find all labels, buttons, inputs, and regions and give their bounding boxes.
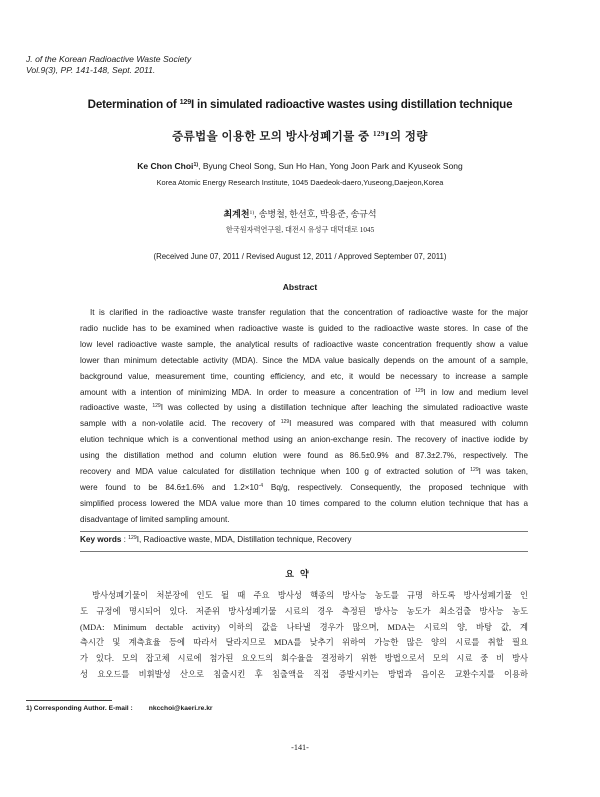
- abstract-body: [80, 305, 528, 528]
- korean-abstract-line: 가 있다. 모의 잡고체 시료에 첨가된 요오드의 회수율을 결정하기 위한 방법으로서 모의 시료 중 비 방사: [80, 654, 528, 664]
- korean-abstract-line: 도 규정에 명시되어 있다. 저준위 방사성폐기물 시료의 경우 측정된 방사능 농도가 최소검출 방사능 농도: [80, 606, 528, 616]
- isotope-superscript: 129: [179, 97, 191, 107]
- abstract-line: lower than minimum detectable activity (MDA). Since the MDA value basically depends on the amount of a sample,: [80, 355, 528, 365]
- affiliation-korean: 한국원자력연구원, 대전시 유성구 대덕대로 1045: [225, 226, 375, 234]
- footnote-rule: [26, 700, 112, 701]
- journal-volume: Vol.9(3), PP. 141-148, Sept. 2011.: [26, 64, 156, 75]
- keywords-list: I, Radioactive waste, MDA, Distillation technique, Recovery: [136, 535, 352, 544]
- korean-abstract-line: 측시간 및 계측효율 등에 따라서 달라지므로 MDA를 낮추기 위하여 가능한 많은 양의 시료를 취할 필요: [80, 638, 528, 648]
- corresponding-mark: 1): [249, 209, 255, 216]
- received-dates: (Received June 07, 2011 / Revised August 12, 2011 / Approved September 07, 2011): [153, 252, 447, 261]
- author-list-english: [0, 161, 600, 171]
- abstract-line: disadvantage of limited sampling amount.: [80, 514, 230, 524]
- abstract-line: using the distillation method and column elution were found as 86.5±0.9% and 87.3±2.7%, respectively. The: [80, 451, 528, 461]
- paper-title-korean: 증류법을 이용한 모의 방사성폐기물 중 $^{129}$I의 정량: [172, 130, 428, 143]
- abstract-line: background value, measurement time, counting efficiency, and etc, it would be necessary to increase a sample: [80, 371, 528, 381]
- paper-title-english: Determination of $^{129}$I in simulated radioactive wastes using distillation technique: [87, 97, 513, 111]
- abstract-line: were found to be 84.6±1.6% and $1.2\times 10^{-4}$ Bq/g, respectively. Consequently, the proposed technique with: [80, 482, 528, 492]
- abstract-line: amount with a intention of minimizing MDA. In order to measure a concentration of $^{129}$I in low and medium level: [80, 387, 529, 397]
- keywords-bottom-rule: [80, 551, 528, 552]
- abstract-line: elution technique which is a conventional method using an anion-exchange resin. The recovery of inactive iodide by: [80, 435, 528, 445]
- abstract-line: It is clarified in the radioactive waste transfer regulation that the concentration of radioactive waste for the major: [90, 308, 528, 317]
- journal-citation: [26, 54, 191, 75]
- lead-author: Ke Chon Choi: [137, 161, 194, 171]
- korean-abstract-line: (MDA: Minimum dectable activity) 이하의 값을 나타낼 경우가 많으며, MDA는 시료의 양, 바탕 값, 계: [80, 622, 528, 632]
- co-authors-korean: , 송병철, 한선호, 박용준, 송규석: [254, 209, 377, 219]
- author-list-korean: [0, 207, 600, 220]
- author-email: nkcchoi@kaeri.re.kr: [148, 705, 213, 712]
- abstract-line: radio nuclide has to be examined when radioactive waste is guided to the radioactive waste stores. In case of the: [80, 323, 528, 333]
- korean-abstract-line: 성 요오드를 비휘발성 산으로 침출시킨 후 침출액을 직접 증발시키는 방법과 음이온 교환수지를 이용하: [80, 669, 528, 679]
- keywords-top-rule: [80, 531, 528, 532]
- abstract-line: sample with a non-volatile acid. The recovery of $^{129}$I measured was compared with that measured with column: [80, 419, 528, 429]
- co-authors: , Byung Cheol Song, Sun Ho Han, Yong Joon Park and Kyuseok Song: [198, 161, 463, 171]
- lead-author-korean: 최계천: [223, 209, 250, 219]
- keywords: Key words : $^{129}$I, Radioactive waste, MDA, Distillation technique, Recovery: [80, 535, 352, 544]
- korean-abstract-line: 방사성폐기물이 처분장에 인도 될 때 주요 방사성 핵종의 방사능 농도를 규명 하도록 방사성폐기물 인: [92, 591, 528, 600]
- page-number: -141-: [291, 743, 309, 752]
- korean-abstract-heading: 요약: [285, 569, 315, 579]
- corresponding-mark: 1): [193, 162, 199, 169]
- abstract-heading: Abstract: [282, 282, 318, 292]
- abstract-line: radioactive waste, $^{129}$I was collected by using a distillation technique after leaching the simulated radioactive waste: [80, 403, 528, 413]
- keywords-label: Key words: [80, 535, 122, 544]
- korean-abstract-body: [80, 588, 528, 683]
- abstract-line: recovery and MDA value calculated for distillation technique when 100 g of extracted solution of $^{129}$I was taken,: [80, 467, 528, 477]
- isotope-superscript: 129: [372, 130, 386, 139]
- journal-name: J. of the Korean Radioactive Waste Society: [26, 54, 192, 64]
- abstract-line: simplified process lowered the MDA value more than 10 times compared to the column elution technique that has a: [80, 498, 528, 508]
- abstract-line: low level radioactive waste sample, the analytical results of radioactive waste concentration frequently show a value: [80, 339, 528, 349]
- affiliation-english: Korea Atomic Energy Research Institute, 1045 Daedeok-daero,Yuseong,Daejeon,Korea: [156, 178, 444, 187]
- corresponding-author-footnote: 1) Corresponding Author. E-mail : nkcchoi@kaeri.re.kr: [26, 705, 213, 712]
